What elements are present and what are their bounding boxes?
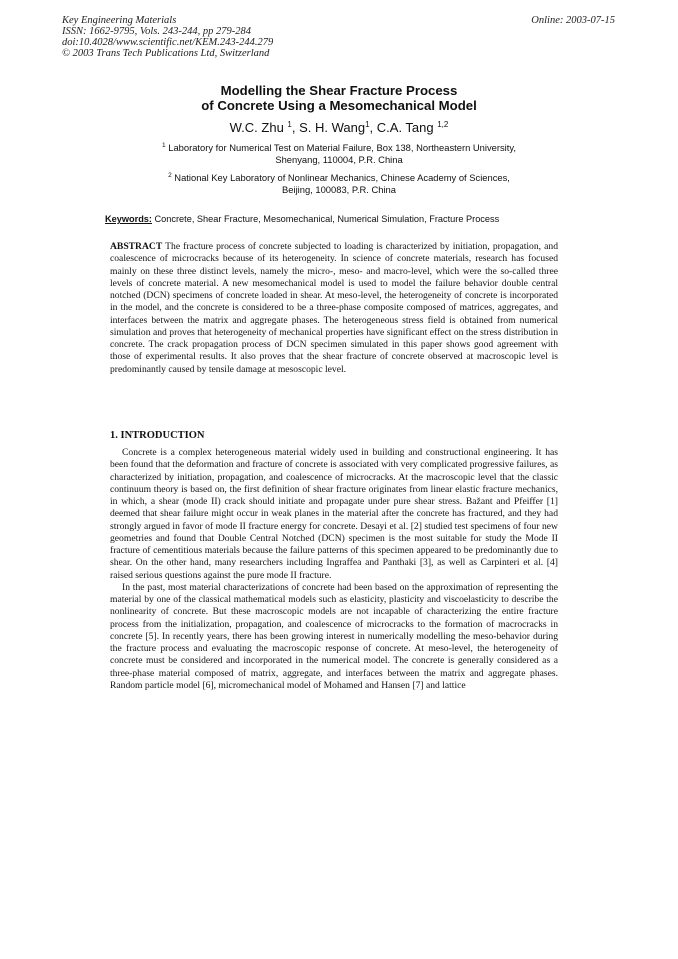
title-line-1: Modelling the Shear Fracture Process xyxy=(220,83,458,98)
affiliation-mark: 2 xyxy=(168,172,172,179)
paragraph: Concrete is a complex heterogeneous material widely used in building and constructional engineering. It has been found that the deformation and fracture of concrete is associated with very complicated progressive failures, as characterized by initiation, propagation, and coalescence of microcracks. At the macroscopic level that the classic continuum theory is based on, the first definition of shear fracture originates from linear elastic fracture mechanics, in which, a shear (mode II) crack should initiate and propagate under pure shear stress. Bažant and Pfeiffer [1] deemed that shear failure might occur in weak planes in the material after the concrete has fractured, and they had strongly argued in favor of mode II fracture energy for concrete. Desayi et al. [2] studied test specimens of four new geometries and found that Double Central Notched (DCN) specimen is the most suitable for study the Mode II fracture of cementitious materials because the failure patterns of this specimen appeared to be predominantly due to shear. On the other hand, many researchers including Ingraffea and Panthaki [3], as well as Carpinteri et al. [4] raised serious questions against the pure mode II fracture. xyxy=(110,447,558,581)
title-line-2: of Concrete Using a Mesomechanical Model xyxy=(201,98,477,113)
author-affiliation-mark: 1 xyxy=(287,120,292,129)
introduction-body xyxy=(110,447,558,692)
keywords-text: Concrete, Shear Fracture, Mesomechanical, Numerical Simulation, Fracture Process xyxy=(151,214,500,224)
abstract xyxy=(110,241,558,376)
keywords xyxy=(105,213,625,225)
author-list xyxy=(0,120,678,136)
paper-title xyxy=(0,83,678,113)
journal-name: Key Engineering Materials xyxy=(62,15,177,26)
author-name: , C.A. Tang xyxy=(369,120,438,135)
abstract-label: ABSTRACT xyxy=(110,241,163,252)
author-affiliation-mark: 1,2 xyxy=(437,120,449,129)
section-heading: 1. INTRODUCTION xyxy=(110,430,205,441)
author-affiliation-mark: 1 xyxy=(365,120,370,129)
affiliation-line: Shenyang, 110004, P.R. China xyxy=(275,154,403,165)
issn-line: ISSN: 1662-9795, Vols. 243-244, pp 279-284 xyxy=(62,26,251,37)
affiliation-line: Beijing, 100083, P.R. China xyxy=(282,184,396,195)
author-name: , S. H. Wang xyxy=(291,120,366,135)
doi-line: doi:10.4028/www.scientific.net/KEM.243-244.279 xyxy=(62,37,274,48)
copyright-line: © 2003 Trans Tech Publications Ltd, Switzerland xyxy=(62,48,270,59)
affiliation xyxy=(0,172,678,196)
author-name: W.C. Zhu xyxy=(229,120,288,135)
affiliation-line: Laboratory for Numerical Test on Material Failure, Box 138, Northeastern University, xyxy=(165,142,516,153)
affiliation-line: National Key Laboratory of Nonlinear Mechanics, Chinese Academy of Sciences, xyxy=(171,172,510,183)
online-date: Online: 2003-07-15 xyxy=(531,15,615,26)
abstract-text: The fracture process of concrete subjected to loading is characterized by initiation, propagation, and coalescence of microcracks because of its heterogeneity. In science of concrete materials, research has focused mainly on these three distinct levels, namely the micro-, meso- and macro-level, which were the so-called three levels of concrete material. A new mesomechanical model is used to model the failure behavior double central notched (DCN) specimens of concrete loaded in shear. At meso-level, the heterogeneity of concrete is incorporated in the model, and the concrete is considered to be a three-phase composite composed of matrices, aggregates, and interfaces between the matrix and aggregate phases. The heterogeneous stress field is obtained from numerical simulation and proves that heterogeneity of mechanical properties have significant effect on the stress distribution in concrete. The crack propagation process of DCN specimen simulated in this paper shows good agreement with those of experimental results. It also proves that the shear fracture of concrete observed at macroscopic level is predominantly caused by tensile damage at mesoscopic level. xyxy=(110,241,558,375)
affiliation-mark: 1 xyxy=(162,142,166,149)
keywords-label: Keywords: xyxy=(105,214,152,224)
running-header xyxy=(62,15,273,59)
paragraph: In the past, most material characterizations of concrete had been based on the approximation of representing the material by one of the classical mathematical models such as elasticity, plasticity and viscoelasticity to describe the nonlinearity of concrete. But these macroscopic models are not incapable of characterizing the entire fracture process from the initialization, propagation, and coalescence of microcracks to the formation of macrocracks in concrete [5]. In recently years, there has been growing interest in numerically modelling the meso-behavior during the fracture process and evaluating the macroscopic response of concrete. At meso-level, the heterogeneity of concrete must be considered and incorporated in the numerical model. The concrete is generally considered as a three-phase material composed of matrix, aggregate, and interfaces between the matrix and aggregate phases. Random particle model [6], micromechanical model of Mohamed and Hansen [7] and lattice xyxy=(110,581,558,691)
affiliation xyxy=(0,142,678,166)
